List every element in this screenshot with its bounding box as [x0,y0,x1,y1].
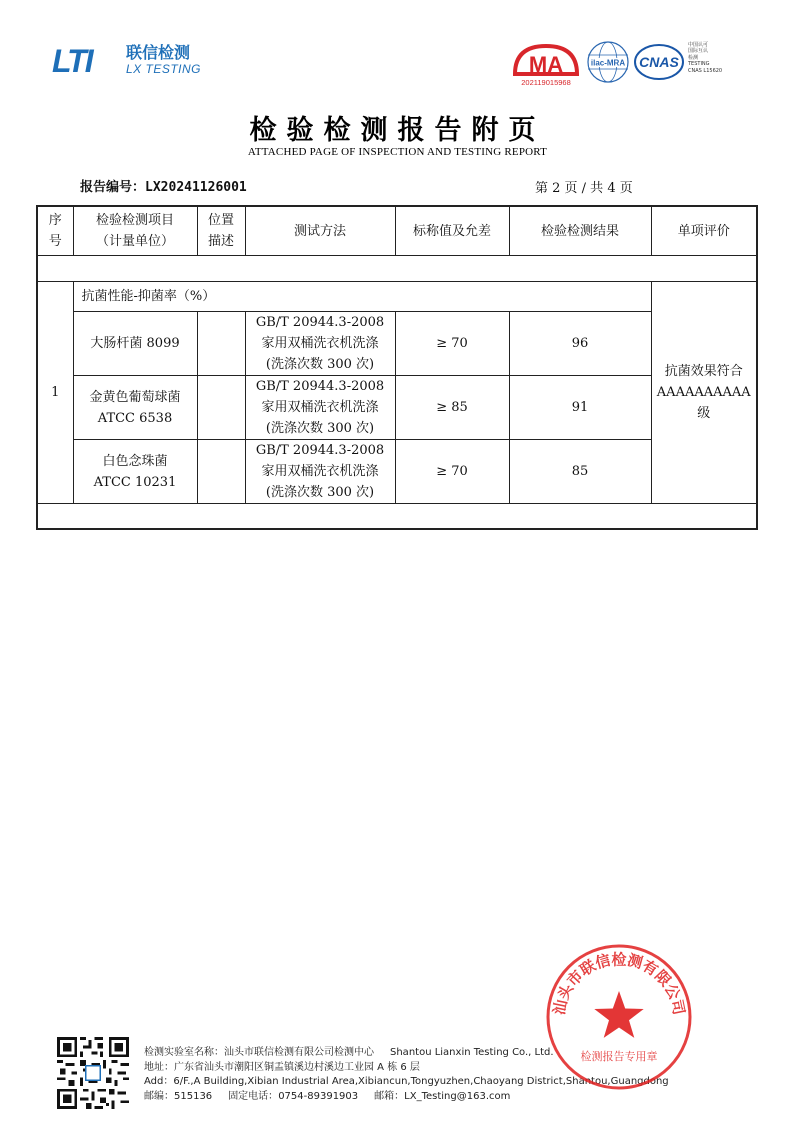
row-position [197,376,245,440]
stamp-bottom-text: 检测报告专用章 [580,1050,658,1063]
footer-contact: 邮编：515136 固定电话：0754-89391903 邮箱：LX_Testing@163.com [144,1090,511,1102]
table-row [37,440,757,504]
row-nominal: ≥ 85 [395,376,509,440]
section-evaluation: 抗菌效果符合 AAAAAAAAAA 级 [651,282,757,504]
official-stamp [544,942,694,1092]
row-position [197,440,245,504]
footer-lab: 检测实验室名称：汕头市联信检测有限公司检测中心 Shantou Lianxin Testing Co., Ltd. [144,1047,554,1058]
row-method: GB/T 20944.3-2008 家用双桶洗衣机洗涤 (洗涤次数 300 次) [245,376,395,440]
footer-address-cn: 地址：广东省汕头市潮阳区铜盂镇溪边村溪边工业园 A 栋 6 层 [144,1061,420,1073]
cnas-accreditation-text: 中国认可 国际互认 检测 TESTING CNAS L15620 [688,42,723,74]
cnas-logo-text: CNAS [639,54,679,70]
row-nominal: ≥ 70 [395,440,509,504]
ma-logo-text: MA [528,52,564,77]
row-item: 大肠杆菌 8099 [73,312,197,376]
header-position: 位置 描述 [197,206,245,256]
ilac-mra-logo [586,40,630,84]
qr-code [57,1037,129,1109]
stamp-star-icon [594,991,643,1038]
header-nominal: 标称值及允差 [395,206,509,256]
ilac-logo-text: ilac-MRA [590,58,626,68]
company-logo [52,44,212,78]
spacer-row [37,504,757,530]
spacer-row [37,256,757,282]
table-row [37,376,757,440]
report-number-label: 报告编号： [80,180,146,195]
section-title: 抗菌性能-抑菌率（%） [73,282,651,312]
header-evaluation: 单项评价 [651,206,757,256]
stamp-arc-text: 汕头市联信检测有限公司 [549,950,689,1017]
row-position [197,312,245,376]
header-result: 检验检测结果 [509,206,651,256]
ma-certification-logo [511,40,581,88]
footer-address-en: Add：6/F.,A Building,Xibian Industrial Area,Xibiancun,Tongyuzhen,Chaoyang District,Shantou,Guangdong [144,1076,669,1087]
page-number: 第 2 页 / 共 4 页 [535,181,633,196]
table-row [37,312,757,376]
row-method: GB/T 20944.3-2008 家用双桶洗衣机洗涤 (洗涤次数 300 次) [245,440,395,504]
row-nominal: ≥ 70 [395,312,509,376]
cnas-logo [633,42,685,82]
page-title: 检验检测报告附页 [249,115,546,146]
row-result: 85 [509,440,651,504]
company-name-en: LX TESTING [126,62,202,76]
row-item: 金黄色葡萄球菌 ATCC 6538 [73,376,197,440]
section-title-row [37,282,757,312]
section-seq: 1 [37,282,73,504]
company-logo-mark: LTI [52,43,92,79]
header-seq: 序 号 [37,206,73,256]
row-result: 91 [509,376,651,440]
company-name-cn: 联信检测 [126,43,191,62]
header-method: 测试方法 [245,206,395,256]
row-method: GB/T 20944.3-2008 家用双桶洗衣机洗涤 (洗涤次数 300 次) [245,312,395,376]
ma-logo-code: 202119015968 [521,78,571,87]
report-number [80,176,247,195]
row-item: 白色念珠菌 ATCC 10231 [73,440,197,504]
row-result: 96 [509,312,651,376]
header-item: 检验检测项目 （计量单位） [73,206,197,256]
table-header-row [37,206,757,256]
page-subtitle: ATTACHED PAGE OF INSPECTION AND TESTING REPORT [247,146,548,158]
results-table [36,205,758,530]
report-number-value: LX20241126001 [145,180,247,195]
